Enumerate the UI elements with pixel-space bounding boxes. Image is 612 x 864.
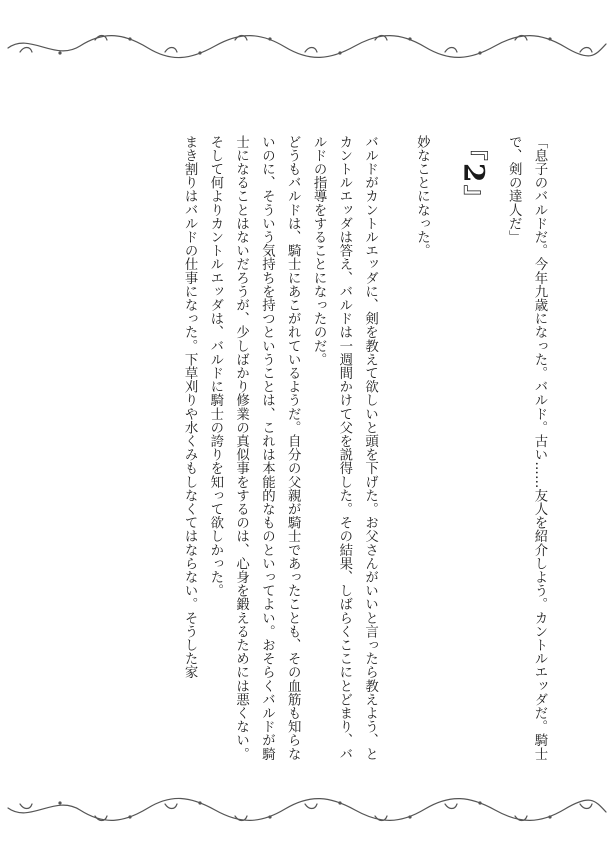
paragraph: バルドがカントルエッダに、剣を教えて欲しいと頭を下げた。お父さんがいいと言ったら教えよう、とカントルエッダは答え、バルドは一週間かけて父を説得した。その結果、しばらくここにとどまり、バルドの指導をすることになったのだ。 (311, 135, 378, 761)
chapter-heading (446, 135, 491, 770)
paragraph-gap (383, 135, 409, 770)
paragraph: まき割りはバルドの仕事になった。下草刈りや水くみもしなくてはならない。そうした家 (182, 135, 198, 679)
top-ornament-border (0, 26, 612, 66)
paragraph: どうもバルドは、騎士にあこがれているようだ。自分の父親が騎士であったことも、その血筋も知らないのに、そういう気持ちを持つということは、これは本能的なものといってよい。おそらくバルドが騎士になることはないだろうが、少しばかり修業の真似事をするのは、心身を鍛えるためには悪くない。そして何よりカントルエッダは、バルドに騎士の誇りを知って欲しかった。 (207, 135, 301, 761)
chapter-number: 2 (457, 163, 491, 185)
bottom-ornament-border (0, 790, 612, 830)
heading-close-bracket: 』 (458, 184, 489, 213)
paragraph: 妙なことになった。 (414, 135, 430, 258)
dialogue-line: 「息子のバルドだ。今年九歳になった。バルド。古い……友人を紹介しよう。カントルエッダだ。騎士で、剣の達人だ」 (506, 135, 547, 761)
heading-open-bracket: 『 (458, 135, 489, 163)
vertical-text-body (65, 135, 552, 770)
